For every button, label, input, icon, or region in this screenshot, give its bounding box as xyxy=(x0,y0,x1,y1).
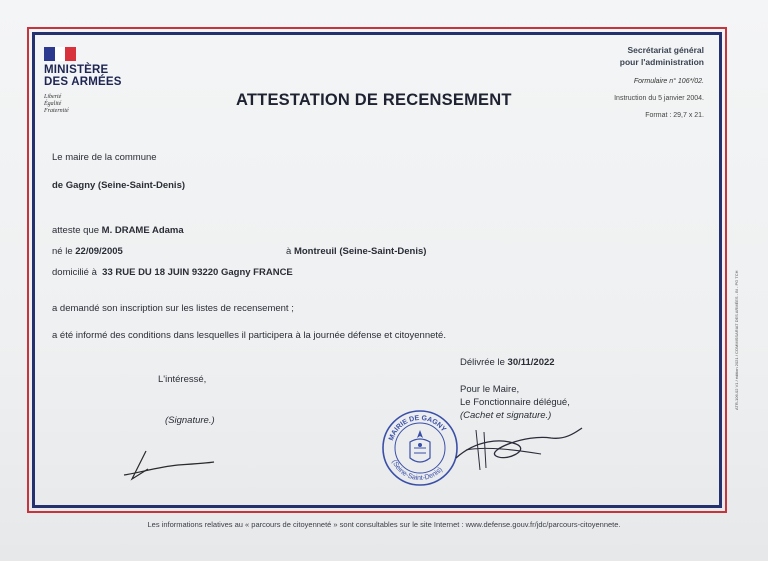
domicile-label: domicilié à xyxy=(52,267,97,278)
domicile-line xyxy=(52,267,293,278)
birthplace-line xyxy=(286,246,426,257)
format-ref: Format : 29,7 x 21. xyxy=(645,112,704,119)
side-reference-text: ATR-106-02 V1 / édition 2021 / COMMISSARIAT DES ARMÉES - BI - PG TCH xyxy=(734,270,739,410)
french-flag-logo xyxy=(44,47,76,61)
stamp-emblem-icon xyxy=(410,430,430,462)
mayor-label: Pour le Maire, xyxy=(460,384,520,395)
form-reference: Formulaire n° 106*/02. xyxy=(633,78,704,85)
interested-label: L'intéressé, xyxy=(158,374,207,385)
statement-information: a été informé des conditions dans lesquelles il participera à la journée défense et citoyenneté. xyxy=(52,330,446,341)
birth-date-line xyxy=(52,246,123,257)
republic-motto xyxy=(44,94,69,115)
delivered-label: Délivrée le xyxy=(460,357,505,368)
atteste-label: atteste que xyxy=(52,225,100,236)
document-title: ATTESTATION DE RECENSEMENT xyxy=(236,91,512,109)
born-label: né le xyxy=(52,246,73,257)
motto-liberte: Liberté xyxy=(44,94,62,100)
mayor-intro: Le maire de la commune xyxy=(52,152,157,163)
birthplace: Montreuil (Seine-Saint-Denis) xyxy=(293,246,427,257)
secretariat-line-1: Secrétariat général xyxy=(627,45,704,55)
attestation-line xyxy=(52,225,184,236)
address: 33 RUE DU 18 JUIN 93220 Gagny FRANCE xyxy=(102,267,293,278)
secretariat-line-2: pour l'administration xyxy=(619,57,704,67)
instruction-ref: Instruction du 5 janvier 2004. xyxy=(614,95,704,102)
ministry-name xyxy=(44,64,122,88)
ministry-line-2: DES ARMÉES xyxy=(44,76,122,88)
commune: de Gagny (Seine-Saint-Denis) xyxy=(52,180,186,191)
stamp-text-top: MAIRIE DE GAGNY xyxy=(388,414,447,442)
interested-signature-icon xyxy=(118,445,218,485)
official-label: Le Fonctionnaire délégué, xyxy=(460,397,570,408)
stamp-text-bottom: (Seine-Saint-Denis) xyxy=(390,459,445,483)
delivery-line xyxy=(460,357,555,368)
official-signature-icon xyxy=(446,410,586,480)
footer-note: Les informations relatives au « parcours de citoyenneté » sont consultables sur le site Internet : www.defense.gouv.fr/jdc/parcours-citoyennete. xyxy=(147,520,621,529)
birth-date: 22/09/2005 xyxy=(75,246,123,257)
statement-registration: a demandé son inscription sur les listes de recensement ; xyxy=(52,303,294,314)
birthplace-label: à xyxy=(286,246,292,257)
secretariat-block xyxy=(614,44,704,119)
delivered-date: 30/11/2022 xyxy=(507,357,555,368)
stamp-signature-label: (Cachet et signature.) xyxy=(460,410,552,421)
signature-label: (Signature.) xyxy=(165,415,215,426)
motto-fraternite: Fraternité xyxy=(44,108,69,114)
ministry-line-1: MINISTÈRE xyxy=(44,64,109,76)
person-name: M. DRAME Adama xyxy=(101,225,184,236)
motto-egalite: Égalité xyxy=(44,101,62,107)
